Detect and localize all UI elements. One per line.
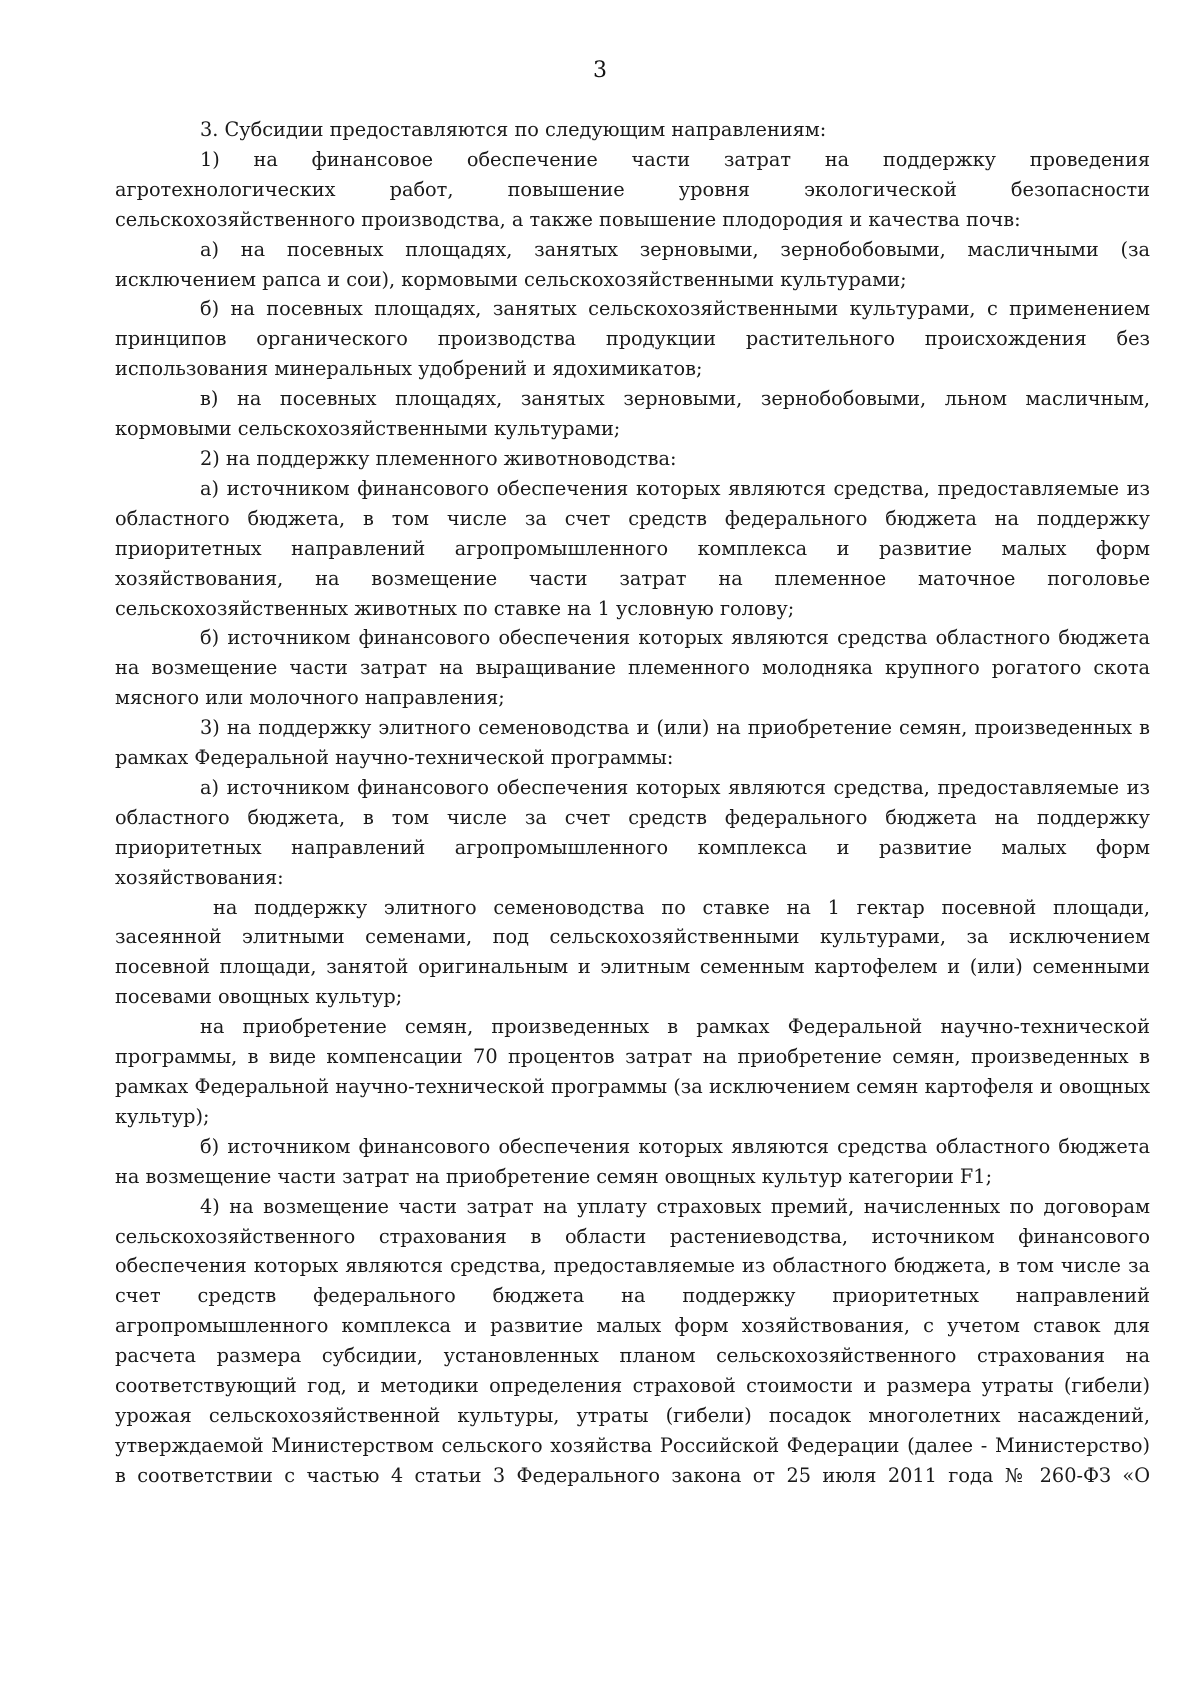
- paragraph-item-1b: б) на посевных площадях, занятых сельскохозяйственными культурами, с применением принципов органического производства продукции растительного происхождения без использования минеральных удобрений и ядохимикатов;: [115, 297, 1150, 381]
- paragraph-item-3a: а) источником финансового обеспечения которых являются средства, предоставляемые из областного бюджета, в том числе за счет средств федерального бюджета на поддержку приоритетных направлений агропромышленного комплекса и развитие малых форм хозяйствования:: [115, 775, 1150, 889]
- page-number: 3: [593, 58, 607, 83]
- paragraph-item-2a: а) источником финансового обеспечения которых являются средства, предоставляемые из областного бюджета, в том числе за счет средств федерального бюджета на поддержку приоритетных направлений агропромышленного комплекса и развитие малых форм хозяйствования, на возмещение части затрат на племенное маточное поголовье сельскохозяйственных животных по ставке на 1 условную голову;: [115, 476, 1150, 620]
- paragraph-item-3: 3) на поддержку элитного семеноводства и (или) на приобретение семян, произведенных в рамках Федеральной научно-технической программы:: [115, 716, 1150, 770]
- paragraph-seed-purchase: на приобретение семян, произведенных в рамках Федеральной научно-технической программы, в виде компенсации 70 процентов затрат на приобретение семян, произведенных в рамках Федеральной научно-технической программы (за исключением семян картофеля и овощных культур);: [115, 1015, 1150, 1128]
- paragraph-section-3: 3. Субсидии предоставляются по следующим направлениям:: [200, 118, 827, 141]
- document-body: [115, 115, 1150, 1491]
- paragraph-item-1c: в) на посевных площадях, занятых зерновыми, зернобобовыми, льном масличным, кормовыми сельскохозяйственными культурами;: [115, 387, 1150, 441]
- paragraph-item-2b: б) источником финансового обеспечения которых являются средства областного бюджета на возмещение части затрат на выращивание племенного молодняка крупного рогатого скота мясного или молочного направления;: [115, 626, 1150, 710]
- paragraph-item-2: 2) на поддержку племенного животноводства:: [200, 446, 677, 470]
- paragraph-item-4: 4) на возмещение части затрат на уплату страховых премий, начисленных по договорам сельскохозяйственного страхования в области растениеводства, источником финансового обеспечения которых являются средства, предоставляемые из областного бюджета, в том числе за счет средств федерального бюджета на поддержку приоритетных направлений агропромышленного комплекса и развитие малых форм хозяйствования, с учетом ставок для расчета размера субсидии, установленных планом сельскохозяйственного страхования на соответствующий год, и методики определения страховой стоимости и размера утраты (гибели) урожая сельскохозяйственной культуры, утраты (гибели) посадок многолетних насаждений, утверждаемой Министерством сельского хозяйства Российской Федерации (далее - Министерство) в соответствии с частью 4 статьи 3 Федерального закона от 25 июля 2011 года № 260-ФЗ «О: [115, 1194, 1150, 1487]
- paragraph-item-3b: б) источником финансового обеспечения которых являются средства областного бюджета на возмещение части затрат на приобретение семян овощных культур категории F1;: [115, 1134, 1150, 1188]
- paragraph-item-1: 1) на финансовое обеспечение части затрат на поддержку проведения агротехнологических работ, повышение уровня экологической безопасности сельскохозяйственного производства, а также повышение плодородия и качества почв:: [115, 147, 1150, 231]
- paragraph-elite-seed: на поддержку элитного семеноводства по ставке на 1 гектар посевной площади, засеянной элитными семенами, под сельскохозяйственными культурами, за исключением посевной площади, занятой оригинальным и элитным семенным картофелем и (или) семенными посевами овощных культур;: [115, 895, 1150, 1009]
- paragraph-item-1a: а) на посевных площадях, занятых зерновыми, зернобобовыми, масличными (за исключением рапса и сои), кормовыми сельскохозяйственными культурами;: [115, 237, 1150, 291]
